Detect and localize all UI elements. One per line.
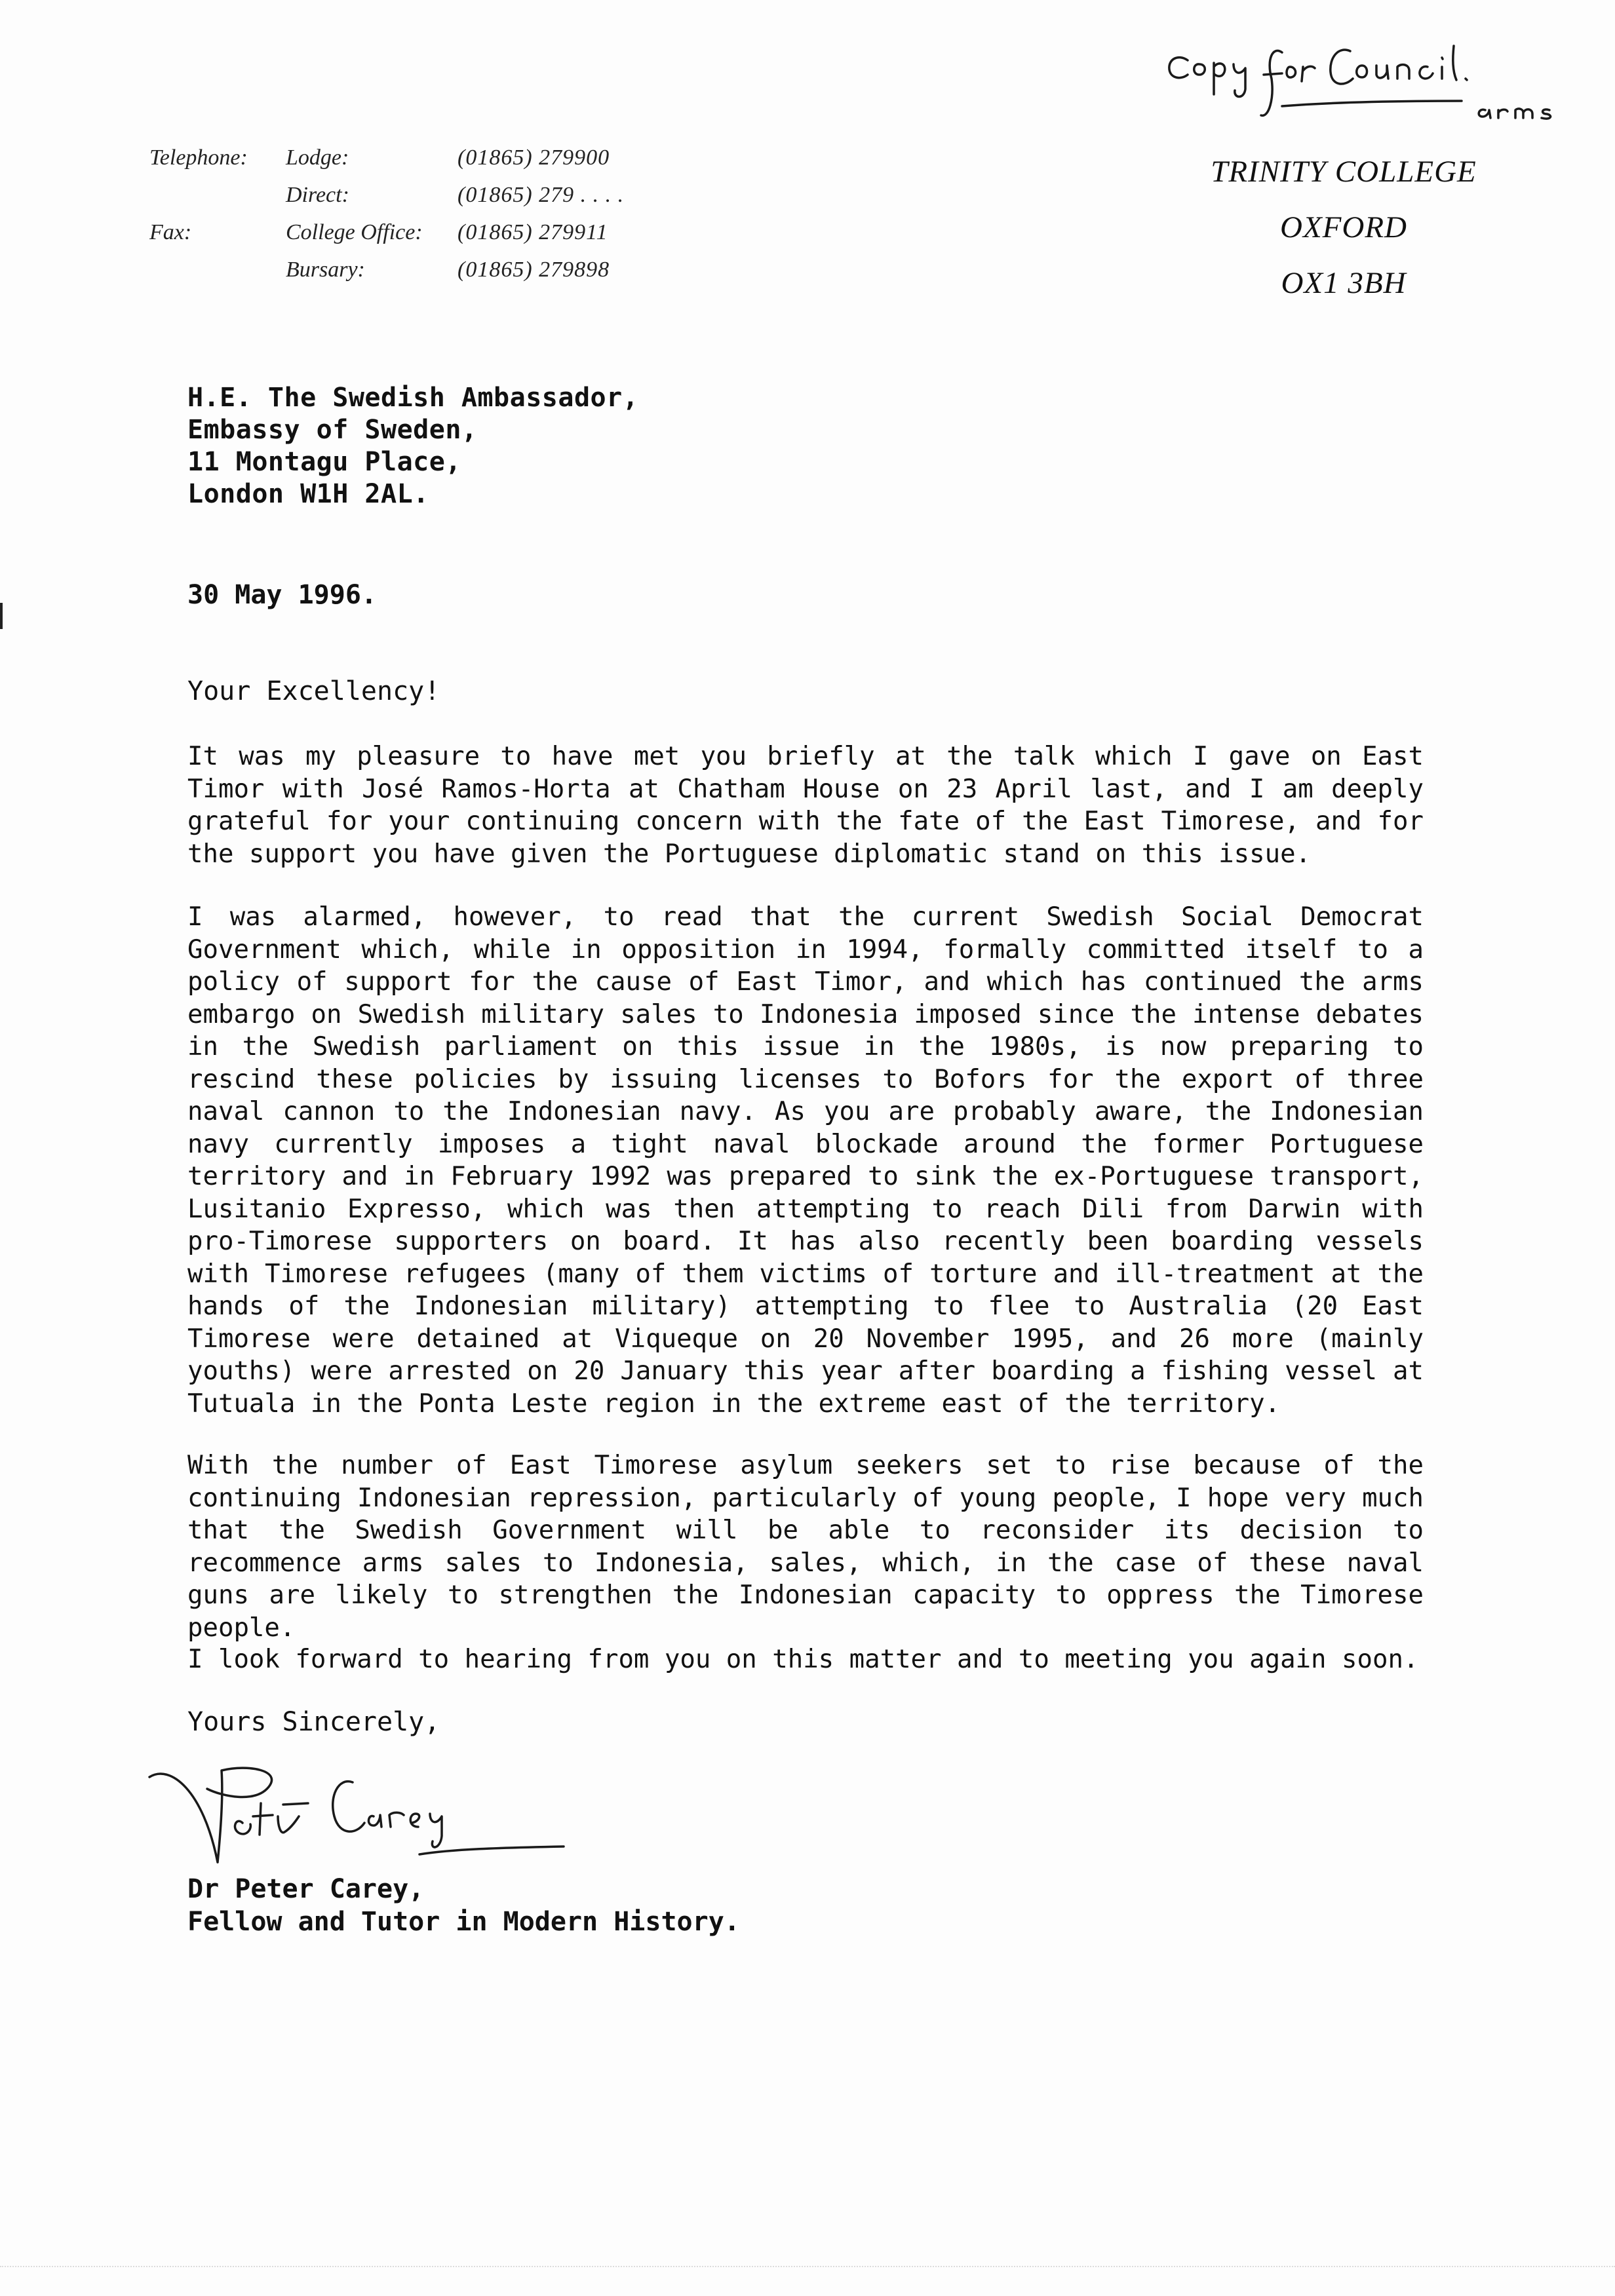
scan-edge-mark — [0, 603, 3, 629]
body-paragraph: I was alarmed, however, to read that the current Swedish Social Democrat Government which, while in opposition in 1994, formally committed itself to a policy of support for the cause of East Timor, and which has continued the arms embargo on Swedish military sales to Indonesia imposed since the intense debates in the Swedish parliament on this issue in the 1980s, is now preparing to rescind these policies by issuing licenses to Bofors for the export of three naval cannon to the Indonesian navy. As you are probably aware, the Indonesian navy currently imposes a tight naval blockade around the former Portuguese territory and in February 1992 was prepared to sink the ex-Portuguese transport, Lusitanio Expresso, which was then attempting to reach Dili from Darwin with pro-Timorese supporters on board. It has also recently been boarding vessels with Timorese refugees (many of them victims of torture and ill-treatment at the hands of the Indonesian military) attempting to flee to Australia (20 East Timorese were detained at Viqueque on 20 November 1995, and 26 more (mainly youths) were arrested on 20 January this year after boarding a fishing vessel at Tutuala in the Ponta Leste region in the extreme east of the territory. — [187, 902, 1424, 1419]
recipient-address — [187, 382, 638, 510]
closing: Yours Sincerely, — [187, 1707, 440, 1737]
contact-number: (01865) 279898 — [457, 258, 610, 282]
college-city: OXFORD — [1280, 210, 1407, 244]
annotation-text: Copy for Council — [1154, 26, 1158, 27]
signer-title: Fellow and Tutor in Modern History. — [187, 1907, 740, 1937]
contact-number: (01865) 279900 — [457, 145, 610, 170]
signer-block — [187, 1873, 740, 1938]
letter-date: 30 May 1996. — [187, 580, 377, 610]
recipient-line: Embassy of Sweden, — [187, 415, 478, 445]
handwritten-annotation — [1154, 26, 1580, 138]
college-name: TRINITY COLLEGE — [1211, 155, 1477, 189]
recipient-line: London W1H 2AL. — [187, 479, 429, 509]
body-paragraph: I look forward to hearing from you on this matter and to meeting you again soon. — [187, 1645, 1419, 1674]
contact-label: Lodge: — [286, 145, 349, 170]
contact-number: (01865) 279 . . . . — [457, 183, 625, 207]
contact-label: Bursary: — [286, 258, 365, 282]
recipient-line: 11 Montagu Place, — [187, 447, 461, 477]
scan-bottom-specks — [0, 2266, 1615, 2270]
recipient-line: H.E. The Swedish Ambassador, — [187, 383, 639, 413]
college-address — [1147, 144, 1540, 311]
body-paragraph: It was my pleasure to have met you briefly at the talk which I gave on East Timor with José Ramos-Horta at Chatham House on 23 April last, and I am deeply grateful for your continuing concern with the fate of the East Timorese, and for the support you have given the Portuguese diplomatic stand on this issue. — [187, 742, 1424, 869]
handwritten-signature — [144, 1751, 642, 1888]
college-postcode: OX1 3BH — [1281, 266, 1407, 300]
contact-number: (01865) 279911 — [457, 220, 608, 244]
signer-name: Dr Peter Carey, — [187, 1874, 425, 1904]
contact-label: Direct: — [286, 183, 349, 207]
contact-type: Fax: — [149, 220, 192, 244]
contact-label: College Office: — [286, 220, 423, 244]
body-paragraph: With the number of East Timorese asylum seekers set to rise because of the continuing Indonesian repression, particularly of young people, I hope very much that the Swedish Government will be able to reconsider its decision to recommence arms sales to Indonesia, sales, which, in the case of these naval guns are likely to strengthen the Indonesian capacity to oppress the Timorese people. — [187, 1451, 1424, 1643]
salutation: Your Excellency! — [187, 676, 440, 706]
contact-type: Telephone: — [149, 145, 248, 170]
